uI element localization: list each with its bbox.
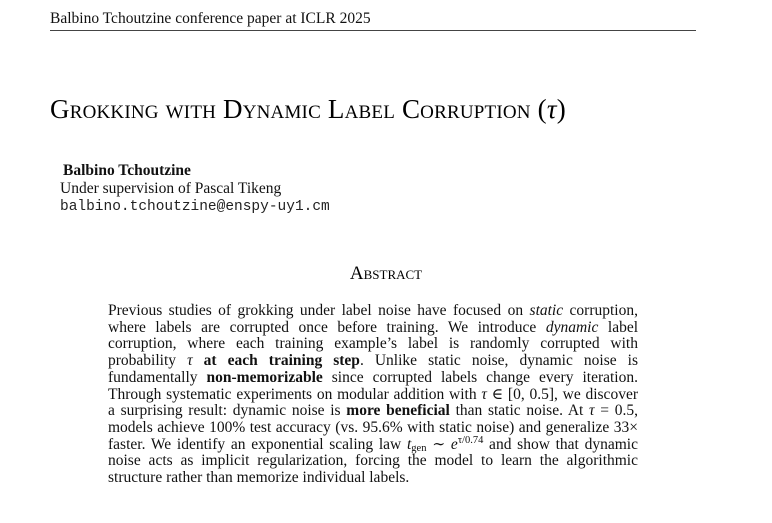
- title-text: Grokking with Dynamic Label Corruption (: [50, 94, 547, 124]
- abstract-text: ∼: [426, 435, 451, 453]
- math-exponent: τ/0.74: [457, 434, 484, 446]
- abstract-text: ∈ [0, 0.5], we discover a surprising result: dynamic noise is: [108, 385, 638, 420]
- abstract-text: = 0.5, models achieve 100% test accuracy (vs. 95.6% with static noise) and generalize 33× faster. We identify an exponential scaling law: [108, 402, 638, 453]
- abstract-text: since corrupted labels change every iteration. Through systematic experiments on modular addition with: [108, 368, 638, 403]
- abstract-emphasis: static: [529, 302, 564, 319]
- math-tau: τ: [481, 385, 487, 403]
- math-e-variable: e: [450, 435, 458, 453]
- abstract-emphasis: dynamic: [545, 318, 599, 336]
- author-affiliation: Under supervision of Pascal Tikeng: [60, 180, 282, 197]
- abstract-text: than static noise. At: [449, 402, 590, 420]
- author-email: balbino.tchoutzine@enspy-uy1.cm: [60, 199, 330, 215]
- title-tau-symbol: τ: [546, 94, 557, 124]
- header-rule: [50, 30, 696, 31]
- title-close-paren: ): [556, 94, 566, 124]
- abstract-bold: at each training step: [192, 352, 360, 370]
- math-t-variable: t: [406, 435, 412, 453]
- author-name: Balbino Tchoutzine: [63, 162, 191, 179]
- abstract-bold: non-memorizable: [206, 368, 323, 386]
- abstract-bold: more beneficial: [346, 402, 450, 420]
- abstract-text: and show that dynamic noise acts as implicit regularization, forcing the model to learn the algorithmic structure rather than memorize individual labels.: [108, 435, 638, 487]
- abstract-text: corruption, where labels are corrupted once before training. We introduce: [108, 302, 638, 336]
- abstract-text: Previous studies of grokking under label noise have focused on: [108, 302, 530, 319]
- abstract-text: . Unlike static noise, dynamic noise is fundamentally: [108, 352, 638, 386]
- abstract-text: label corruption, where each training example’s label is randomly corrupted with probability: [108, 318, 639, 370]
- abstract-heading: Abstract: [349, 263, 423, 284]
- math-subscript: gen: [411, 442, 427, 454]
- paper-title: [50, 94, 566, 125]
- math-tau: τ: [589, 402, 595, 420]
- math-tau: τ: [187, 352, 193, 370]
- running-header: Balbino Tchoutzine conference paper at ICLR 2025: [50, 10, 371, 27]
- abstract-body: [108, 303, 638, 487]
